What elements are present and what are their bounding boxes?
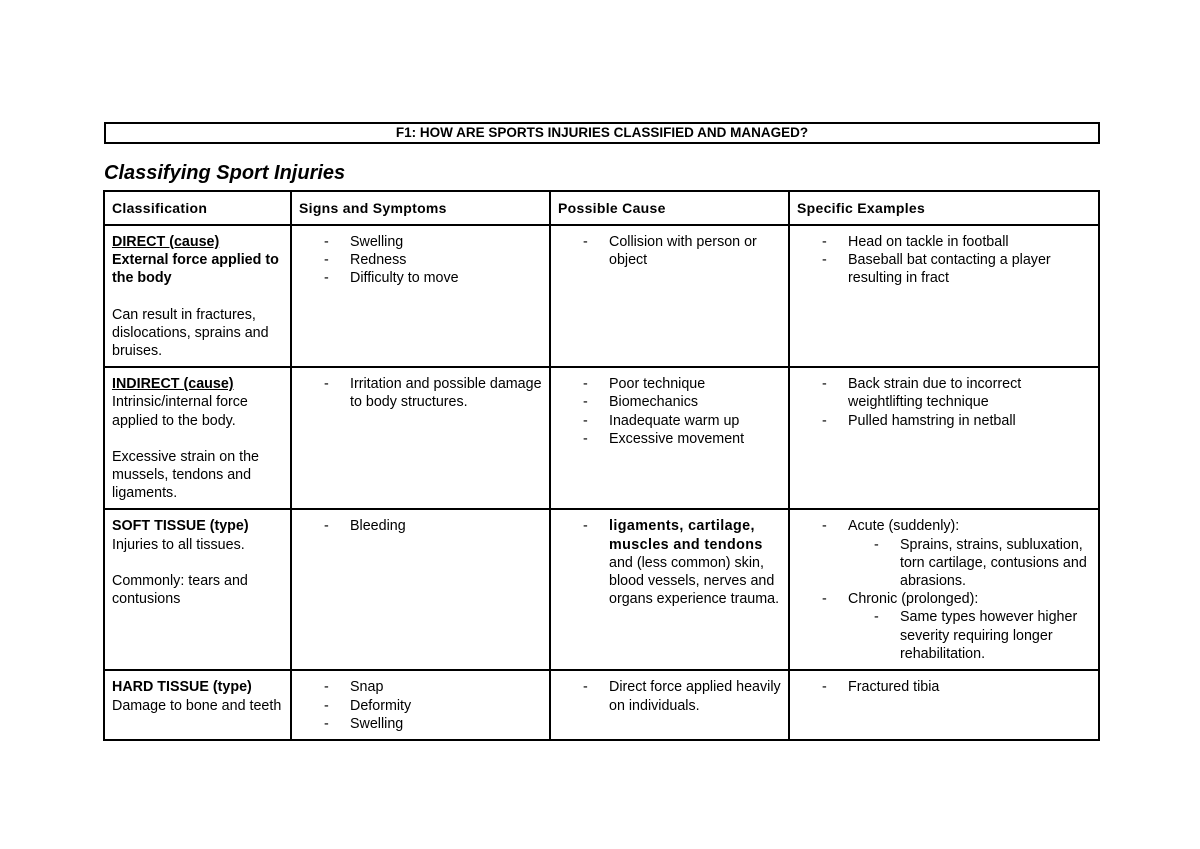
table-row-hard-tissue bbox=[104, 670, 1099, 740]
signs-cell bbox=[291, 670, 550, 740]
classification-cell bbox=[104, 225, 291, 367]
signs-cell bbox=[291, 509, 550, 670]
list-item: - Back strain due to incorrect weightlifting technique bbox=[848, 375, 1091, 411]
list-item bbox=[609, 517, 781, 608]
classification-note: Can result in fractures, dislocations, sprains and bruises. bbox=[112, 306, 269, 360]
table-row-direct bbox=[104, 225, 1099, 367]
classification-note: Excessive strain on the mussels, tendons and ligaments. bbox=[112, 448, 260, 502]
cause-list bbox=[558, 678, 781, 714]
cause-list bbox=[558, 233, 781, 269]
column-header-classification: Classification bbox=[104, 191, 291, 225]
signs-list bbox=[299, 233, 542, 288]
list-item: - Baseball bat contacting a player resulting in fract bbox=[848, 251, 1091, 287]
classification-description: Injuries to all tissues. bbox=[112, 536, 245, 553]
table-row-indirect bbox=[104, 367, 1099, 509]
list-item: - Direct force applied heavily on individuals. bbox=[609, 678, 781, 714]
list-item: - Inadequate warm up bbox=[609, 412, 781, 430]
list-item bbox=[848, 517, 1091, 590]
list-item: - Swelling bbox=[350, 715, 542, 733]
column-header-examples: Specific Examples bbox=[789, 191, 1099, 225]
section-heading: Classifying Sport Injuries bbox=[104, 162, 346, 184]
list-item: - Excessive movement bbox=[609, 430, 781, 448]
list-item: - Pulled hamstring in netball bbox=[848, 412, 1091, 430]
page-banner: F1: HOW ARE SPORTS INJURIES CLASSIFIED AND MANAGED? bbox=[104, 122, 1100, 144]
examples-cell bbox=[789, 225, 1099, 367]
column-header-cause: Possible Cause bbox=[550, 191, 789, 225]
list-item: - Collision with person or object bbox=[609, 233, 781, 269]
examples-cell bbox=[789, 670, 1099, 740]
classification-note: Commonly: tears and contusions bbox=[112, 572, 248, 608]
classification-description: Intrinsic/internal force applied to the body. bbox=[112, 394, 248, 429]
list-item: - Snap bbox=[350, 678, 542, 696]
acute-label: Acute (suddenly): bbox=[848, 518, 960, 535]
cause-cell bbox=[550, 509, 789, 670]
examples-list bbox=[797, 233, 1091, 288]
classification-title: INDIRECT (cause) bbox=[112, 376, 234, 393]
cause-cell bbox=[550, 670, 789, 740]
signs-list bbox=[299, 375, 542, 411]
list-item: - Same types however higher severity requiring longer rehabilitation. bbox=[900, 608, 1091, 663]
list-item: - Biomechanics bbox=[609, 393, 781, 411]
list-item: - Difficulty to move bbox=[350, 269, 542, 287]
list-item: - Swelling bbox=[350, 233, 542, 251]
classification-cell bbox=[104, 367, 291, 509]
list-item: - Sprains, strains, subluxation, torn cartilage, contusions and abrasions. bbox=[900, 536, 1091, 591]
chronic-sublist bbox=[848, 608, 1091, 663]
classification-cell bbox=[104, 670, 291, 740]
chronic-label: Chronic (prolonged): bbox=[848, 591, 979, 608]
classification-title: HARD TISSUE (type) bbox=[112, 679, 252, 696]
cause-cell bbox=[550, 367, 789, 509]
cause-detail: and (less common) skin, blood vessels, nerves and organs experience trauma. bbox=[609, 554, 780, 608]
table-header-row bbox=[104, 191, 1099, 225]
cause-list bbox=[558, 375, 781, 448]
classification-cell bbox=[104, 509, 291, 670]
list-item: - Irritation and possible damage to body structures. bbox=[350, 375, 542, 411]
signs-list bbox=[299, 678, 542, 733]
injury-classification-table bbox=[103, 190, 1100, 741]
signs-cell bbox=[291, 225, 550, 367]
list-item bbox=[848, 590, 1091, 663]
cause-emphasis: ligaments, cartilage, muscles and tendons bbox=[609, 518, 763, 553]
examples-list bbox=[797, 517, 1091, 663]
column-header-signs: Signs and Symptoms bbox=[291, 191, 550, 225]
list-item: - Poor technique bbox=[609, 375, 781, 393]
list-item: - Head on tackle in football bbox=[848, 233, 1091, 251]
list-item: - Bleeding bbox=[350, 517, 542, 535]
classification-title: DIRECT (cause) bbox=[112, 234, 220, 250]
classification-title: SOFT TISSUE (type) bbox=[112, 518, 249, 535]
list-item: - Fractured tibia bbox=[848, 678, 1091, 696]
examples-list bbox=[797, 375, 1091, 430]
list-item: - Deformity bbox=[350, 697, 542, 715]
examples-list bbox=[797, 678, 1091, 696]
cause-cell bbox=[550, 225, 789, 367]
signs-cell bbox=[291, 367, 550, 509]
examples-cell bbox=[789, 367, 1099, 509]
classification-description: Damage to bone and teeth bbox=[112, 697, 282, 714]
examples-cell bbox=[789, 509, 1099, 670]
classification-subtitle: External force applied to the body bbox=[112, 252, 279, 287]
signs-list bbox=[299, 517, 542, 535]
acute-sublist bbox=[848, 536, 1091, 591]
cause-list bbox=[558, 517, 781, 608]
table-row-soft-tissue bbox=[104, 509, 1099, 670]
list-item: - Redness bbox=[350, 251, 542, 269]
